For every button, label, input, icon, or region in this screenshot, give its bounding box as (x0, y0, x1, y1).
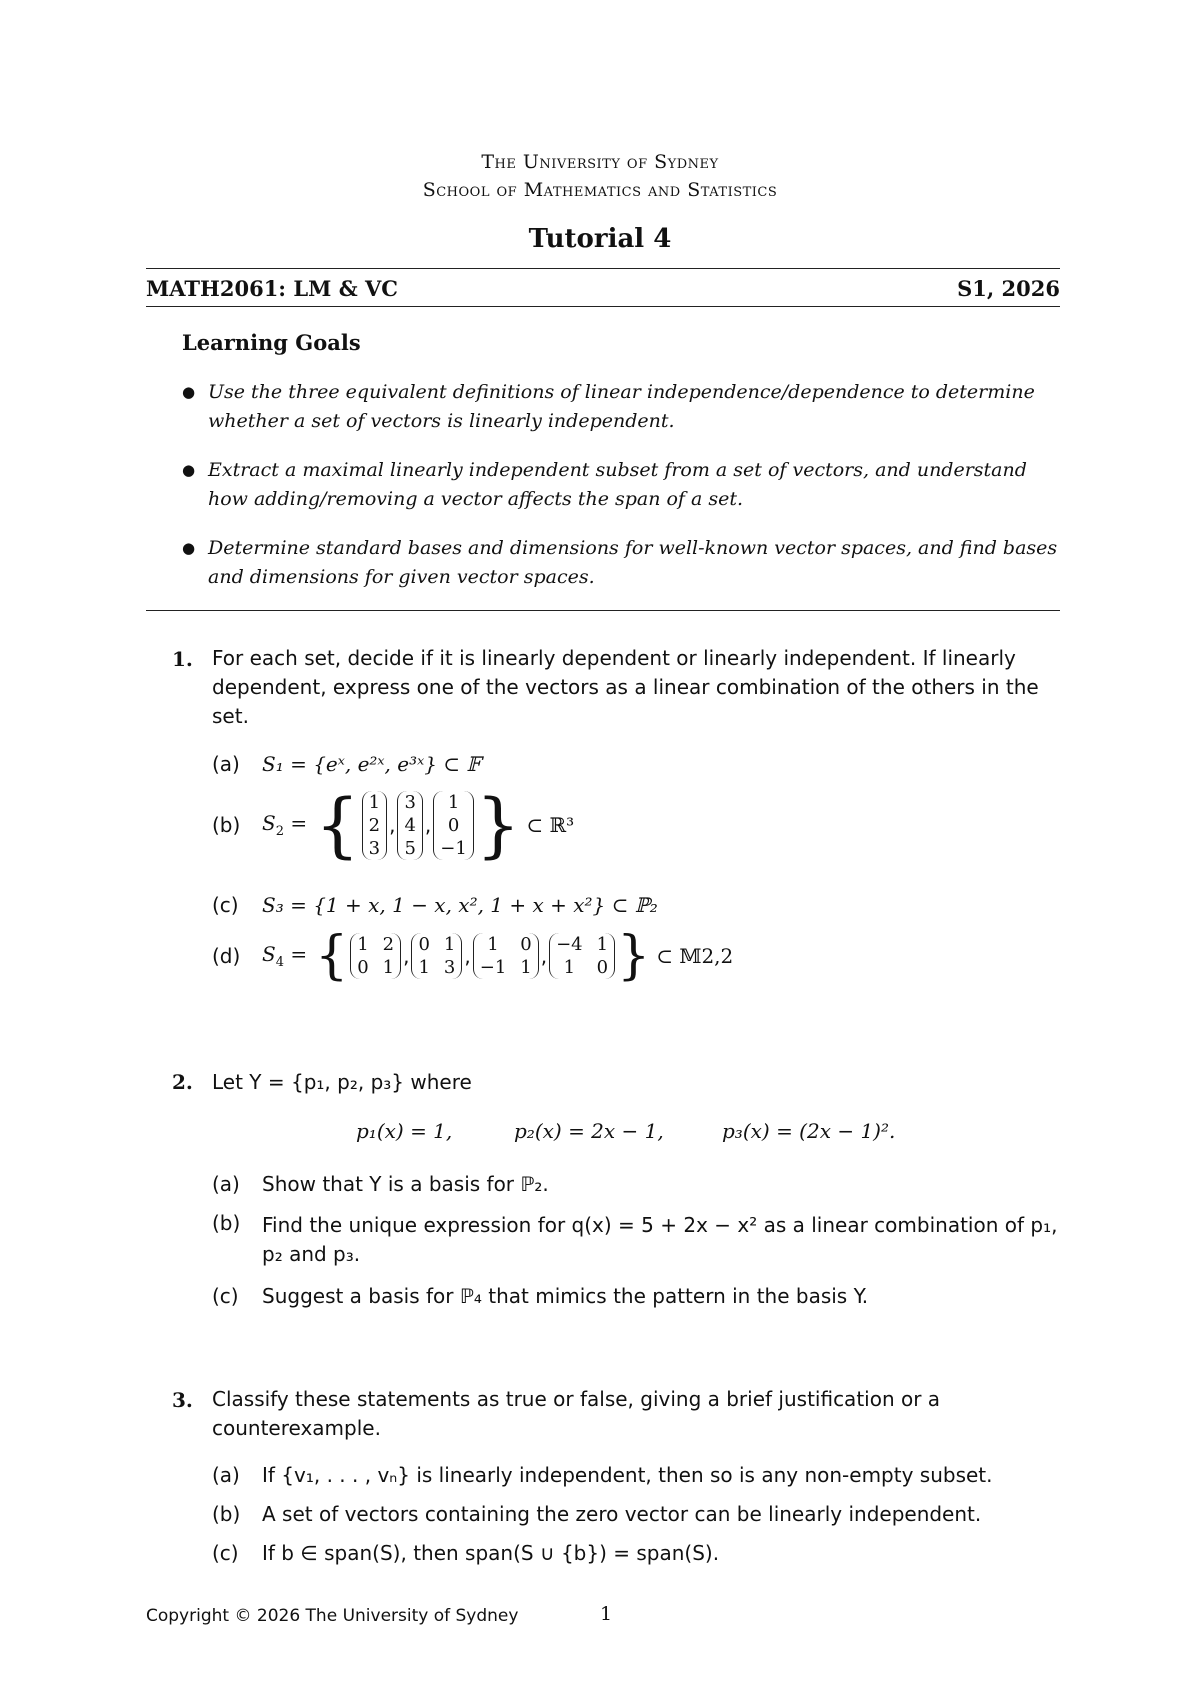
copyright-footer: Copyright © 2026 The University of Sydney (146, 1606, 519, 1626)
part-text: If {v₁, . . . , vₙ} is linearly independent, then so is any non-empty subset. (262, 1463, 993, 1487)
learning-goal-item: ● Use the three equivalent definitions of linear independence/dependence to determine whether a set of vectors is linearly independent. (182, 378, 1062, 436)
space-label: ℝ³ (549, 813, 575, 837)
question-part (212, 752, 481, 776)
part-label: (c) (212, 893, 239, 917)
learning-goal-item: ● Extract a maximal linearly independent subset from a set of vectors, and understand how adding/removing a vector affects the span of a set. (182, 456, 1062, 514)
part-math: S₃ = {1 + x, 1 − x, x², 1 + x + x²} ⊂ ℙ₂ (262, 893, 658, 917)
question-part (212, 1502, 1062, 1526)
goals-rule (146, 610, 1060, 611)
school-name: School of Mathematics and Statistics (422, 179, 778, 201)
bullet-icon: ● (182, 383, 196, 401)
term: S1, 2026 (957, 276, 1060, 301)
part-label: (b) (212, 1211, 241, 1235)
top-rule (146, 268, 1060, 269)
question-text: Classify these statements as true or false, giving a brief justification or a counterexample. (212, 1387, 941, 1440)
course-line (146, 276, 1060, 301)
question-part (212, 1463, 1062, 1487)
brace-close: } (475, 784, 521, 866)
part-math: S₁ = {eˣ, e²ˣ, e³ˣ} ⊂ 𝔽 (262, 752, 481, 776)
part-text: Suggest a basis for ℙ₄ that mimics the pattern in the basis Y. (262, 1284, 869, 1308)
page-number: 1 (600, 1603, 613, 1625)
part-label: (a) (212, 1172, 240, 1196)
question-number: 3. (172, 1388, 193, 1412)
question-number: 2. (172, 1070, 193, 1094)
question-part (212, 1284, 1062, 1308)
university-header (0, 148, 1200, 204)
bullet-icon: ● (182, 461, 196, 479)
part-text: Find the unique expression for q(x) = 5 + 2x − x² as a linear combination of p₁, p₂ and p₃. (262, 1213, 1058, 1266)
part-label: (a) (212, 1463, 240, 1487)
part-text: If b ∈ span(S), then span(S ∪ {b}) = span(S). (262, 1541, 720, 1565)
brace-open: { (315, 926, 349, 986)
question-number: 1. (172, 647, 193, 671)
display-equation: p₃(x) = (2x − 1)². (722, 1119, 896, 1143)
part-label: (b) (212, 1502, 241, 1526)
vector: 1 0 −1 (433, 791, 474, 860)
display-equation: p₁(x) = 1, (356, 1119, 453, 1143)
question-part (212, 1541, 1062, 1565)
question-part: (d) $S_4$ = { 1 2 0 1 , 0 1 1 3 , 1 0 −1 1 , −4 1 1 0 } ⊂ 𝕄2,2 (212, 926, 734, 986)
part-text: A set of vectors containing the zero vector can be linearly independent. (262, 1502, 982, 1526)
vector: 1 2 3 (362, 791, 387, 860)
question-part (212, 1172, 1062, 1196)
course-code: MATH2061: LM & VC (146, 276, 398, 301)
question-text: For each set, decide if it is linearly dependent or linearly independent. If linearly dependent, express one of the vectors as a linear combination of the others in the set. (212, 646, 1039, 728)
part-text: Show that Y is a basis for ℙ₂. (262, 1172, 549, 1196)
learning-goals-title: Learning Goals (182, 330, 361, 355)
display-equation: p₂(x) = 2x − 1, (514, 1119, 664, 1143)
matrix: 1 0 −1 1 (473, 933, 539, 979)
part-label: (b) (212, 813, 241, 837)
university-name: The University of Sydney (481, 151, 719, 173)
brace-open: { (315, 784, 360, 866)
page-title: Tutorial 4 (528, 224, 672, 254)
question-part: (b) $S_2$ = { 1 2 3 , 3 4 5 , 1 0 −1 } ⊂ ℝ³ (212, 784, 575, 866)
question-part (212, 1211, 1062, 1269)
part-label: (c) (212, 1541, 239, 1565)
vector: 3 4 5 (397, 791, 422, 860)
matrix: −4 1 1 0 (549, 933, 615, 979)
part-label: (d) (212, 944, 241, 968)
bullet-icon: ● (182, 539, 196, 557)
matrix: 1 2 0 1 (350, 933, 401, 979)
space-label: 𝕄2,2 (679, 944, 734, 968)
course-rule (146, 306, 1060, 307)
question-part (212, 893, 658, 917)
learning-goal-item: ● Determine standard bases and dimensions for well-known vector spaces, and find bases and dimensions for given vector spaces. (182, 534, 1062, 592)
part-label: (c) (212, 1284, 239, 1308)
brace-close: } (617, 926, 651, 986)
question-intro: Let Y = {p₁, p₂, p₃} where (212, 1070, 472, 1094)
matrix: 0 1 1 3 (411, 933, 462, 979)
part-label: (a) (212, 752, 240, 776)
